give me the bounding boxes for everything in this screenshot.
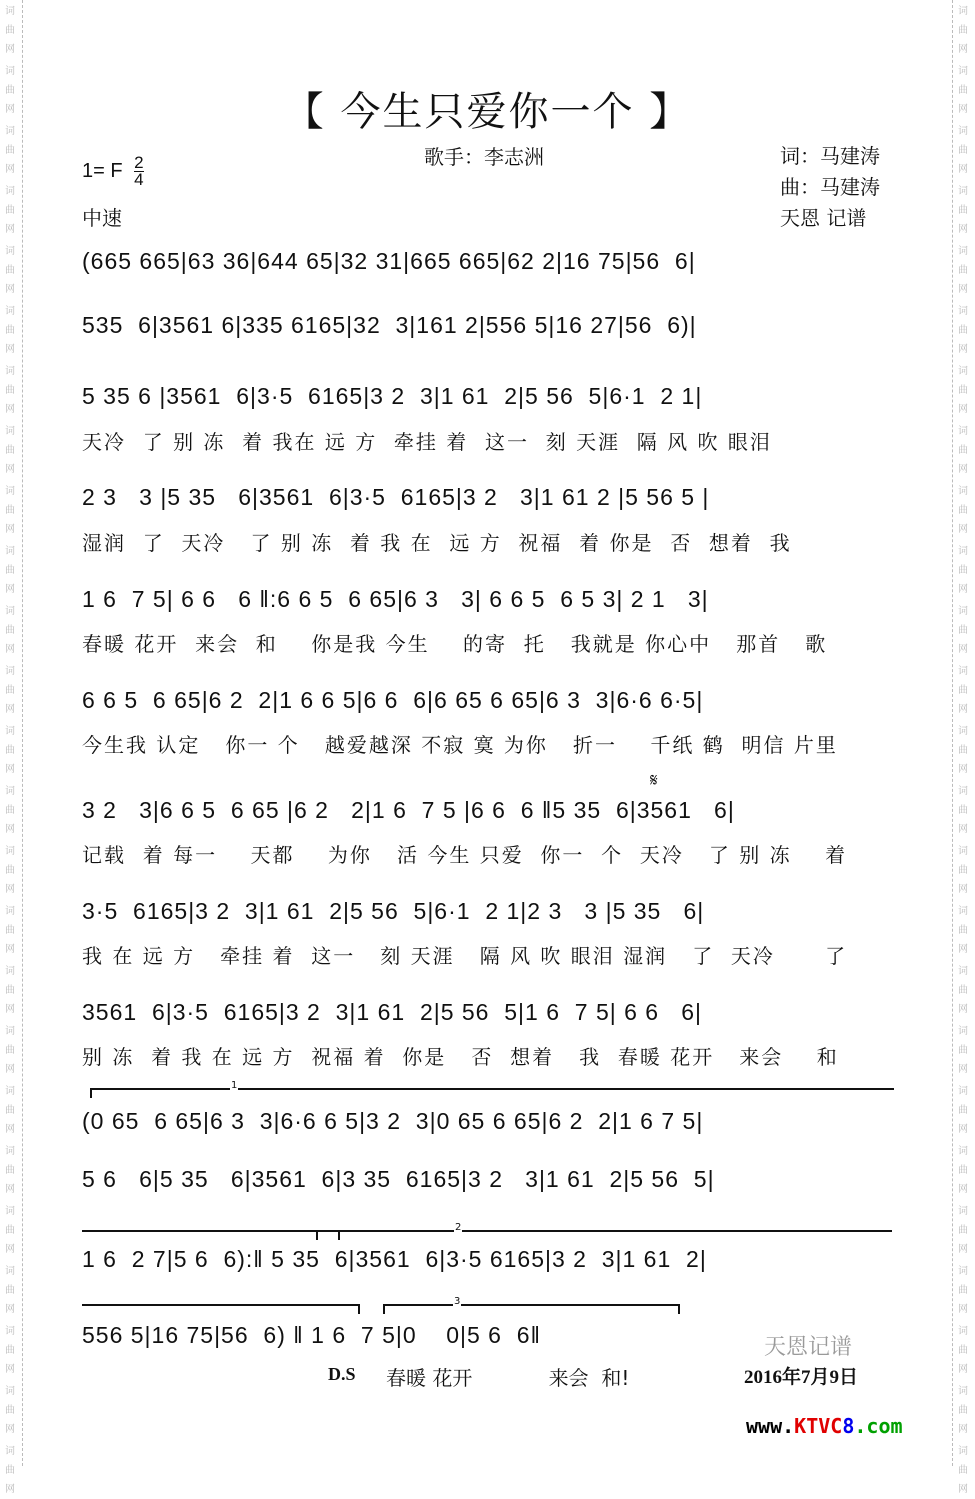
watermark-char: 曲 (958, 1285, 968, 1296)
transcriber-stamp: 天恩记谱 (764, 1334, 853, 1359)
watermark-char: 曲 (5, 1165, 15, 1176)
watermark-char: 词 (958, 1026, 968, 1037)
watermark-char: 网 (5, 1484, 15, 1495)
watermark-char: 曲 (958, 1105, 968, 1116)
watermark-char: 网 (958, 644, 968, 655)
lyric-line-8: 我 在 远 方 牵挂 着 这一 刻 天涯 隔 风 吹 眼泪 湿润 了 天冷 了 (82, 944, 848, 968)
watermark-char: 曲 (5, 925, 15, 936)
watermark-char: 网 (5, 644, 15, 655)
watermark-char: 曲 (5, 145, 15, 156)
volta-bracket-1-end (82, 1230, 340, 1240)
watermark-char: 网 (958, 524, 968, 535)
ending-lyrics: 春暖 花开 来会 和! (386, 1366, 630, 1390)
watermark-char: 网 (5, 1364, 15, 1375)
watermark-char: 网 (5, 1184, 15, 1195)
lyric-line-6: 今生我 认定 你一 个 越爱越深 不寂 寞 为你 折一 千纸 鹤 明信 片里 (82, 733, 838, 757)
dal-segno-marking: D.S (328, 1364, 356, 1384)
watermark-char: 曲 (958, 205, 968, 216)
watermark-char: 网 (958, 1364, 968, 1375)
watermark-char: 曲 (958, 325, 968, 336)
watermark-char: 网 (958, 1244, 968, 1255)
staff-line-10: (0 65 6 65|6 3 3|6·6 6 5|3 2 3|0 65 6 65|6 2 2|1 6 7 5| (82, 1108, 704, 1134)
watermark-char: 曲 (958, 505, 968, 516)
watermark-char: 词 (5, 186, 15, 197)
volta-number-1: 1 (231, 1080, 238, 1091)
watermark-char: 词 (958, 186, 968, 197)
lyric-line-5: 春暖 花开 来会 和 你是我 今生 的寄 托 我就是 你心中 那首 歌 (82, 632, 828, 656)
watermark-char: 词 (958, 426, 968, 437)
watermark-char: 曲 (958, 1405, 968, 1416)
time-sig-top: 2 (134, 153, 144, 172)
watermark-char: 词 (958, 486, 968, 497)
watermark-char: 网 (958, 1424, 968, 1435)
staff-line-7: 3 2 3|6 6 5 6 65 |6 2 2|1 6 7 5 |6 6 6 ‖5 35 6|3561 6| (82, 797, 735, 823)
watermark-char: 词 (958, 726, 968, 737)
watermark-char: 曲 (958, 1045, 968, 1056)
watermark-char: 网 (5, 524, 15, 535)
lyric-line-7: 记载 着 每一 天都 为你 活 今生 只爱 你一 个 天冷 了 别 冻 着 (82, 843, 848, 867)
volta-bracket-2 (316, 1222, 892, 1240)
watermark-char: 曲 (5, 1045, 15, 1056)
watermark-char: 网 (5, 44, 15, 55)
right-watermark-strip (952, 0, 975, 1495)
volta-bracket-1 (90, 1080, 894, 1098)
site-url[interactable] (746, 1414, 903, 1438)
watermark-char: 网 (958, 104, 968, 115)
time-signature (134, 155, 143, 188)
watermark-char: 词 (5, 366, 15, 377)
staff-line-3: 5 35 6 |3561 6|3·5 6165|3 2 3|1 61 2|5 56 5|6·1 2 1| (82, 383, 703, 409)
watermark-char: 曲 (958, 25, 968, 36)
lyric-line-9: 别 冻 着 我 在 远 方 祝福 着 你是 否 想着 我 春暖 花开 来会 和 (82, 1045, 839, 1069)
url-segment: www. (746, 1414, 795, 1438)
staff-line-11: 5 6 6|5 35 6|3561 6|3 35 6165|3 2 3|1 61 2|5 56 5| (82, 1166, 715, 1192)
watermark-char: 词 (5, 1086, 15, 1097)
watermark-char: 曲 (958, 1345, 968, 1356)
watermark-char: 网 (5, 1124, 15, 1135)
watermark-char: 词 (5, 486, 15, 497)
watermark-char: 曲 (5, 325, 15, 336)
watermark-char: 词 (958, 1086, 968, 1097)
left-watermark-strip (0, 0, 23, 1495)
watermark-char: 网 (5, 1064, 15, 1075)
watermark-char: 词 (5, 1386, 15, 1397)
watermark-char: 曲 (5, 1405, 15, 1416)
watermark-char: 网 (958, 224, 968, 235)
watermark-char: 曲 (5, 685, 15, 696)
watermark-char: 曲 (958, 1225, 968, 1236)
url-segment: C (830, 1414, 843, 1438)
watermark-char: 曲 (958, 925, 968, 936)
watermark-char: 网 (958, 1304, 968, 1315)
watermark-char: 曲 (5, 1105, 15, 1116)
watermark-char: 曲 (958, 625, 968, 636)
watermark-char: 网 (5, 704, 15, 715)
watermark-char: 网 (5, 764, 15, 775)
watermark-char: 词 (5, 786, 15, 797)
key-label: 1= F (82, 159, 123, 182)
transcriber-credit: 天恩 记谱 (780, 206, 867, 230)
watermark-char: 曲 (5, 625, 15, 636)
composer-credit: 曲：马建涛 (780, 175, 880, 199)
watermark-char: 曲 (5, 745, 15, 756)
watermark-char: 曲 (958, 685, 968, 696)
watermark-char: 曲 (958, 265, 968, 276)
watermark-char: 词 (5, 126, 15, 137)
credits-block (780, 141, 880, 234)
watermark-char: 网 (958, 884, 968, 895)
watermark-char: 词 (5, 66, 15, 77)
watermark-char: 词 (5, 666, 15, 677)
watermark-char: 词 (958, 66, 968, 77)
watermark-char: 曲 (958, 805, 968, 816)
watermark-char: 网 (958, 1124, 968, 1135)
watermark-char: 网 (5, 164, 15, 175)
watermark-char: 词 (958, 786, 968, 797)
watermark-char: 网 (958, 584, 968, 595)
watermark-char: 词 (5, 426, 15, 437)
watermark-char: 曲 (5, 865, 15, 876)
watermark-char: 词 (5, 966, 15, 977)
watermark-char: 网 (5, 284, 15, 295)
watermark-char: 网 (958, 1004, 968, 1015)
lyricist-credit: 词：马建涛 (780, 144, 880, 168)
watermark-char: 网 (958, 764, 968, 775)
watermark-char: 网 (5, 404, 15, 415)
url-segment: .com (854, 1414, 903, 1438)
watermark-char: 词 (5, 1206, 15, 1217)
watermark-char: 曲 (958, 1165, 968, 1176)
watermark-char: 网 (958, 1184, 968, 1195)
watermark-char: 词 (958, 546, 968, 557)
watermark-char: 网 (5, 584, 15, 595)
lyric-line-3: 天冷 了 别 冻 着 我在 远 方 牵挂 着 这一 刻 天涯 隔 风 吹 眼泪 (82, 430, 772, 454)
watermark-char: 词 (958, 606, 968, 617)
watermark-char: 网 (5, 1004, 15, 1015)
watermark-char: 词 (958, 246, 968, 257)
staff-line-1: (665 665|63 36|644 65|32 31|665 665|62 2|16 75|56 6| (82, 248, 696, 274)
watermark-char: 词 (5, 1026, 15, 1037)
watermark-char: 词 (958, 1446, 968, 1457)
watermark-char: 词 (5, 1266, 15, 1277)
key-signature (82, 155, 144, 188)
watermark-char: 曲 (958, 145, 968, 156)
watermark-char: 曲 (958, 985, 968, 996)
watermark-char: 词 (958, 1266, 968, 1277)
watermark-char: 词 (958, 366, 968, 377)
watermark-char: 网 (5, 104, 15, 115)
staff-line-9: 3561 6|3·5 6165|3 2 3|1 61 2|5 56 5|1 6 7 5| 6 6 6| (82, 999, 703, 1025)
watermark-char: 词 (958, 126, 968, 137)
time-sig-bottom: 4 (134, 170, 144, 189)
watermark-char: 曲 (5, 265, 15, 276)
watermark-char: 曲 (5, 445, 15, 456)
watermark-char: 曲 (5, 1285, 15, 1296)
staff-line-6: 6 6 5 6 65|6 2 2|1 6 6 5|6 6 6|6 65 6 65|6 3 3|6·6 6·5| (82, 687, 704, 713)
staff-line-4: 2 3 3 |5 35 6|3561 6|3·5 6165|3 2 3|1 61 2 |5 56 5 | (82, 484, 710, 510)
watermark-char: 曲 (5, 25, 15, 36)
watermark-char: 词 (5, 606, 15, 617)
watermark-char: 词 (5, 1446, 15, 1457)
watermark-char: 词 (958, 1386, 968, 1397)
watermark-char: 曲 (958, 865, 968, 876)
staff-line-13: 556 5|16 75|56 6) ‖ 1 6 7 5|0 0|5 6 6‖ (82, 1322, 542, 1348)
watermark-char: 网 (5, 1424, 15, 1435)
staff-line-12: 1 6 2 7|5 6 6):‖ 5 35 6|3561 6|3·5 6165|3 2 3|1 61 2| (82, 1246, 707, 1272)
watermark-char: 曲 (958, 745, 968, 756)
watermark-char: 曲 (5, 1345, 15, 1356)
watermark-char: 网 (958, 1484, 968, 1495)
volta-number-2: 2 (455, 1222, 462, 1233)
watermark-char: 词 (958, 1146, 968, 1157)
watermark-char: 曲 (5, 205, 15, 216)
url-segment: 8 (842, 1414, 855, 1438)
watermark-char: 词 (5, 306, 15, 317)
watermark-char: 曲 (958, 565, 968, 576)
watermark-char: 曲 (5, 85, 15, 96)
watermark-char: 词 (958, 906, 968, 917)
staff-line-5: 1 6 7 5| 6 6 6 ‖:6 6 5 6 65|6 3 3| 6 6 5 6 5 3| 2 1 3| (82, 586, 709, 612)
staff-line-8: 3·5 6165|3 2 3|1 61 2|5 56 5|6·1 2 1|2 3 3 |5 35 6| (82, 898, 705, 924)
song-title: 【 今生只爱你一个 】 (283, 89, 692, 135)
watermark-char: 曲 (958, 385, 968, 396)
watermark-char: 曲 (958, 1465, 968, 1476)
watermark-char: 词 (5, 246, 15, 257)
volta-bracket-3 (383, 1296, 680, 1314)
watermark-char: 曲 (5, 565, 15, 576)
watermark-char: 网 (958, 164, 968, 175)
watermark-char: 曲 (958, 445, 968, 456)
watermark-char: 网 (958, 1064, 968, 1075)
watermark-char: 词 (5, 6, 15, 17)
watermark-char: 词 (5, 1146, 15, 1157)
transcription-date: 2016年7月9日 (744, 1367, 859, 1388)
watermark-char: 曲 (5, 985, 15, 996)
watermark-char: 曲 (5, 385, 15, 396)
watermark-char: 网 (958, 44, 968, 55)
watermark-char: 网 (958, 404, 968, 415)
watermark-char: 网 (5, 224, 15, 235)
watermark-char: 网 (958, 344, 968, 355)
watermark-char: 词 (958, 1326, 968, 1337)
watermark-char: 词 (958, 306, 968, 317)
watermark-char: 词 (958, 846, 968, 857)
tempo-marking: 中速 (82, 206, 122, 230)
lyric-line-4: 湿润 了 天冷 了 别 冻 着 我 在 远 方 祝福 着 你是 否 想着 我 (82, 531, 792, 555)
watermark-char: 词 (5, 546, 15, 557)
watermark-char: 网 (5, 1244, 15, 1255)
watermark-char: 网 (958, 824, 968, 835)
watermark-char: 网 (5, 344, 15, 355)
watermark-char: 曲 (5, 1465, 15, 1476)
url-segment: KTV (794, 1414, 831, 1438)
watermark-char: 网 (5, 944, 15, 955)
segno-sign: 𝄋 (650, 770, 658, 791)
watermark-char: 词 (5, 846, 15, 857)
watermark-char: 词 (5, 726, 15, 737)
watermark-char: 网 (958, 284, 968, 295)
watermark-char: 网 (958, 464, 968, 475)
watermark-char: 网 (5, 824, 15, 835)
watermark-char: 网 (5, 1304, 15, 1315)
volta-bracket-2-end (82, 1304, 360, 1314)
watermark-char: 词 (958, 6, 968, 17)
watermark-char: 词 (5, 906, 15, 917)
watermark-char: 曲 (5, 505, 15, 516)
watermark-char: 曲 (5, 805, 15, 816)
watermark-char: 词 (958, 966, 968, 977)
watermark-char: 曲 (958, 85, 968, 96)
singer-credit: 歌手：李志洲 (424, 145, 544, 169)
watermark-char: 网 (958, 944, 968, 955)
staff-line-2: 535 6|3561 6|335 6165|32 3|161 2|556 5|16 27|56 6)| (82, 312, 697, 338)
watermark-char: 网 (5, 884, 15, 895)
watermark-char: 词 (958, 666, 968, 677)
watermark-char: 曲 (5, 1225, 15, 1236)
watermark-char: 网 (5, 464, 15, 475)
watermark-char: 词 (5, 1326, 15, 1337)
watermark-char: 网 (958, 704, 968, 715)
watermark-char: 词 (958, 1206, 968, 1217)
volta-number-3: 3 (454, 1296, 461, 1307)
